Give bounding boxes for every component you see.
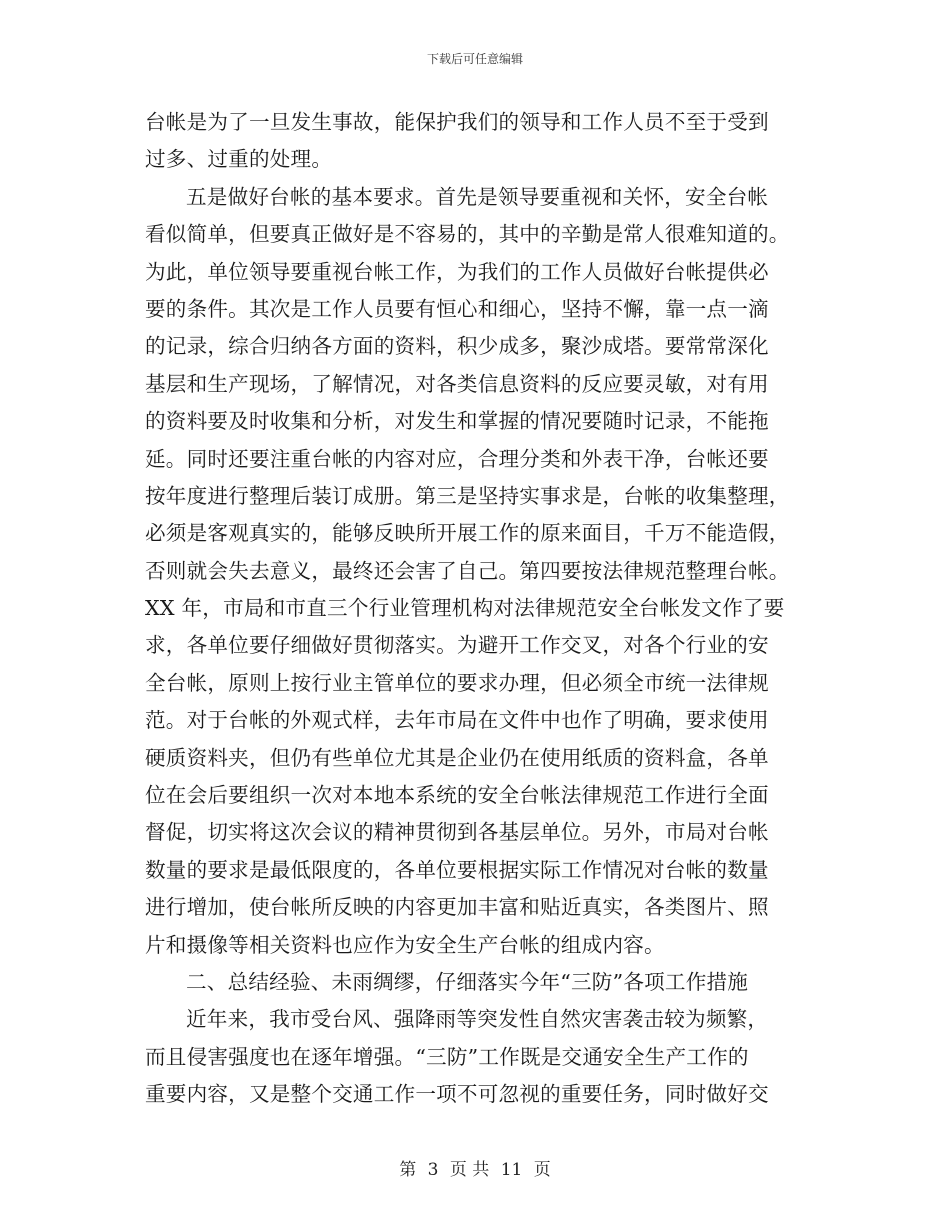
body-text-line: 为此，单位领导要重视台帐工作，为我们的工作人员做好台帐提供必	[145, 259, 769, 284]
body-text-line: 位在会后要组织一次对本地本系统的安全台帐法律规范工作进行全面	[145, 783, 769, 808]
body-text-line: 进行增加，使台帐所反映的内容更加丰富和贴近真实，各类图片、照	[145, 895, 769, 920]
body-text-line: 延。同时还要注重台帐的内容对应，合理分类和外表干净，台帐还要	[145, 446, 769, 471]
body-text-line: 看似简单，但要真正做好是不容易的，其中的辛勤是常人很难知道的。	[145, 222, 790, 247]
body-text-line: 否则就会失去意义，最终还会害了自己。第四要按法律规范整理台帐。	[145, 558, 790, 583]
page-footer	[0, 1155, 950, 1180]
body-text-line: 按年度进行整理后装订成册。第三是坚持实事求是，台帐的收集整理，	[145, 483, 790, 508]
body-text-line: 的资料要及时收集和分析，对发生和掌握的情况要随时记录，不能拖	[145, 409, 769, 434]
footer-total-pages: 11	[500, 1160, 523, 1180]
body-text-line: 重要内容，又是整个交通工作一项不可忽视的重要任务，同时做好交	[145, 1082, 769, 1107]
body-text-line: 必须是客观真实的，能够反映所开展工作的原来面目，千万不能造假，	[145, 521, 790, 546]
body-text-line: 全台帐，原则上按行业主管单位的要求办理，但必须全市统一法律规	[145, 670, 769, 695]
body-text-line: 过多、过重的处理。	[145, 147, 333, 172]
body-text-line: 数量的要求是最低限度的，各单位要根据实际工作情况对台帐的数量	[145, 857, 769, 882]
footer-suffix: 页	[533, 1160, 551, 1180]
body-text-line: 二、总结经验、未雨绸缪，仔细落实今年“三防”各项工作措施	[186, 969, 749, 994]
body-text-line: 片和摄像等相关资料也应作为安全生产台帐的组成内容。	[145, 932, 665, 957]
body-text-line: 要的条件。其次是工作人员要有恒心和细心，坚持不懈，靠一点一滴	[145, 296, 769, 321]
body-text-line: 求，各单位要仔细做好贯彻落实。为避开工作交叉，对各个行业的安	[145, 633, 769, 658]
body-text-line: 范。对于台帐的外观式样，去年市局在文件中也作了明确，要求使用	[145, 708, 769, 733]
body-text-line: 五是做好台帐的基本要求。首先是领导要重视和关怀，安全台帐	[186, 184, 769, 209]
body-text-line: 硬质资料夹，但仍有些单位尤其是企业仍在使用纸质的资料盒，各单	[145, 745, 769, 770]
footer-current-page: 3	[427, 1160, 439, 1180]
body-text-line: 基层和生产现场，了解情况，对各类信息资料的反应要灵敏，对有用	[145, 371, 769, 396]
body-text-line: 近年来，我市受台风、强降雨等突发性自然灾害袭击较为频繁，	[186, 1007, 769, 1032]
page-header: 下载后可任意编辑	[426, 52, 523, 66]
footer-middle: 页 共	[449, 1160, 490, 1180]
body-text-line: 台帐是为了一旦发生事故，能保护我们的领导和工作人员不至于受到	[145, 110, 769, 134]
body-text-line: 督促，切实将这次会议的精神贯彻到各基层单位。另外，市局对台帐	[145, 820, 769, 845]
body-text-line: 的记录，综合归纳各方面的资料，积少成多，聚沙成塔。要常常深化	[145, 334, 769, 359]
body-text-line: XX 年，市局和市直三个行业管理机构对法律规范安全台帐发文作了要	[145, 596, 785, 621]
footer-prefix: 第	[399, 1160, 417, 1180]
body-text-line: 而且侵害强度也在逐年增强。“三防”工作既是交通安全生产工作的	[145, 1044, 749, 1069]
document-body	[145, 104, 805, 1114]
